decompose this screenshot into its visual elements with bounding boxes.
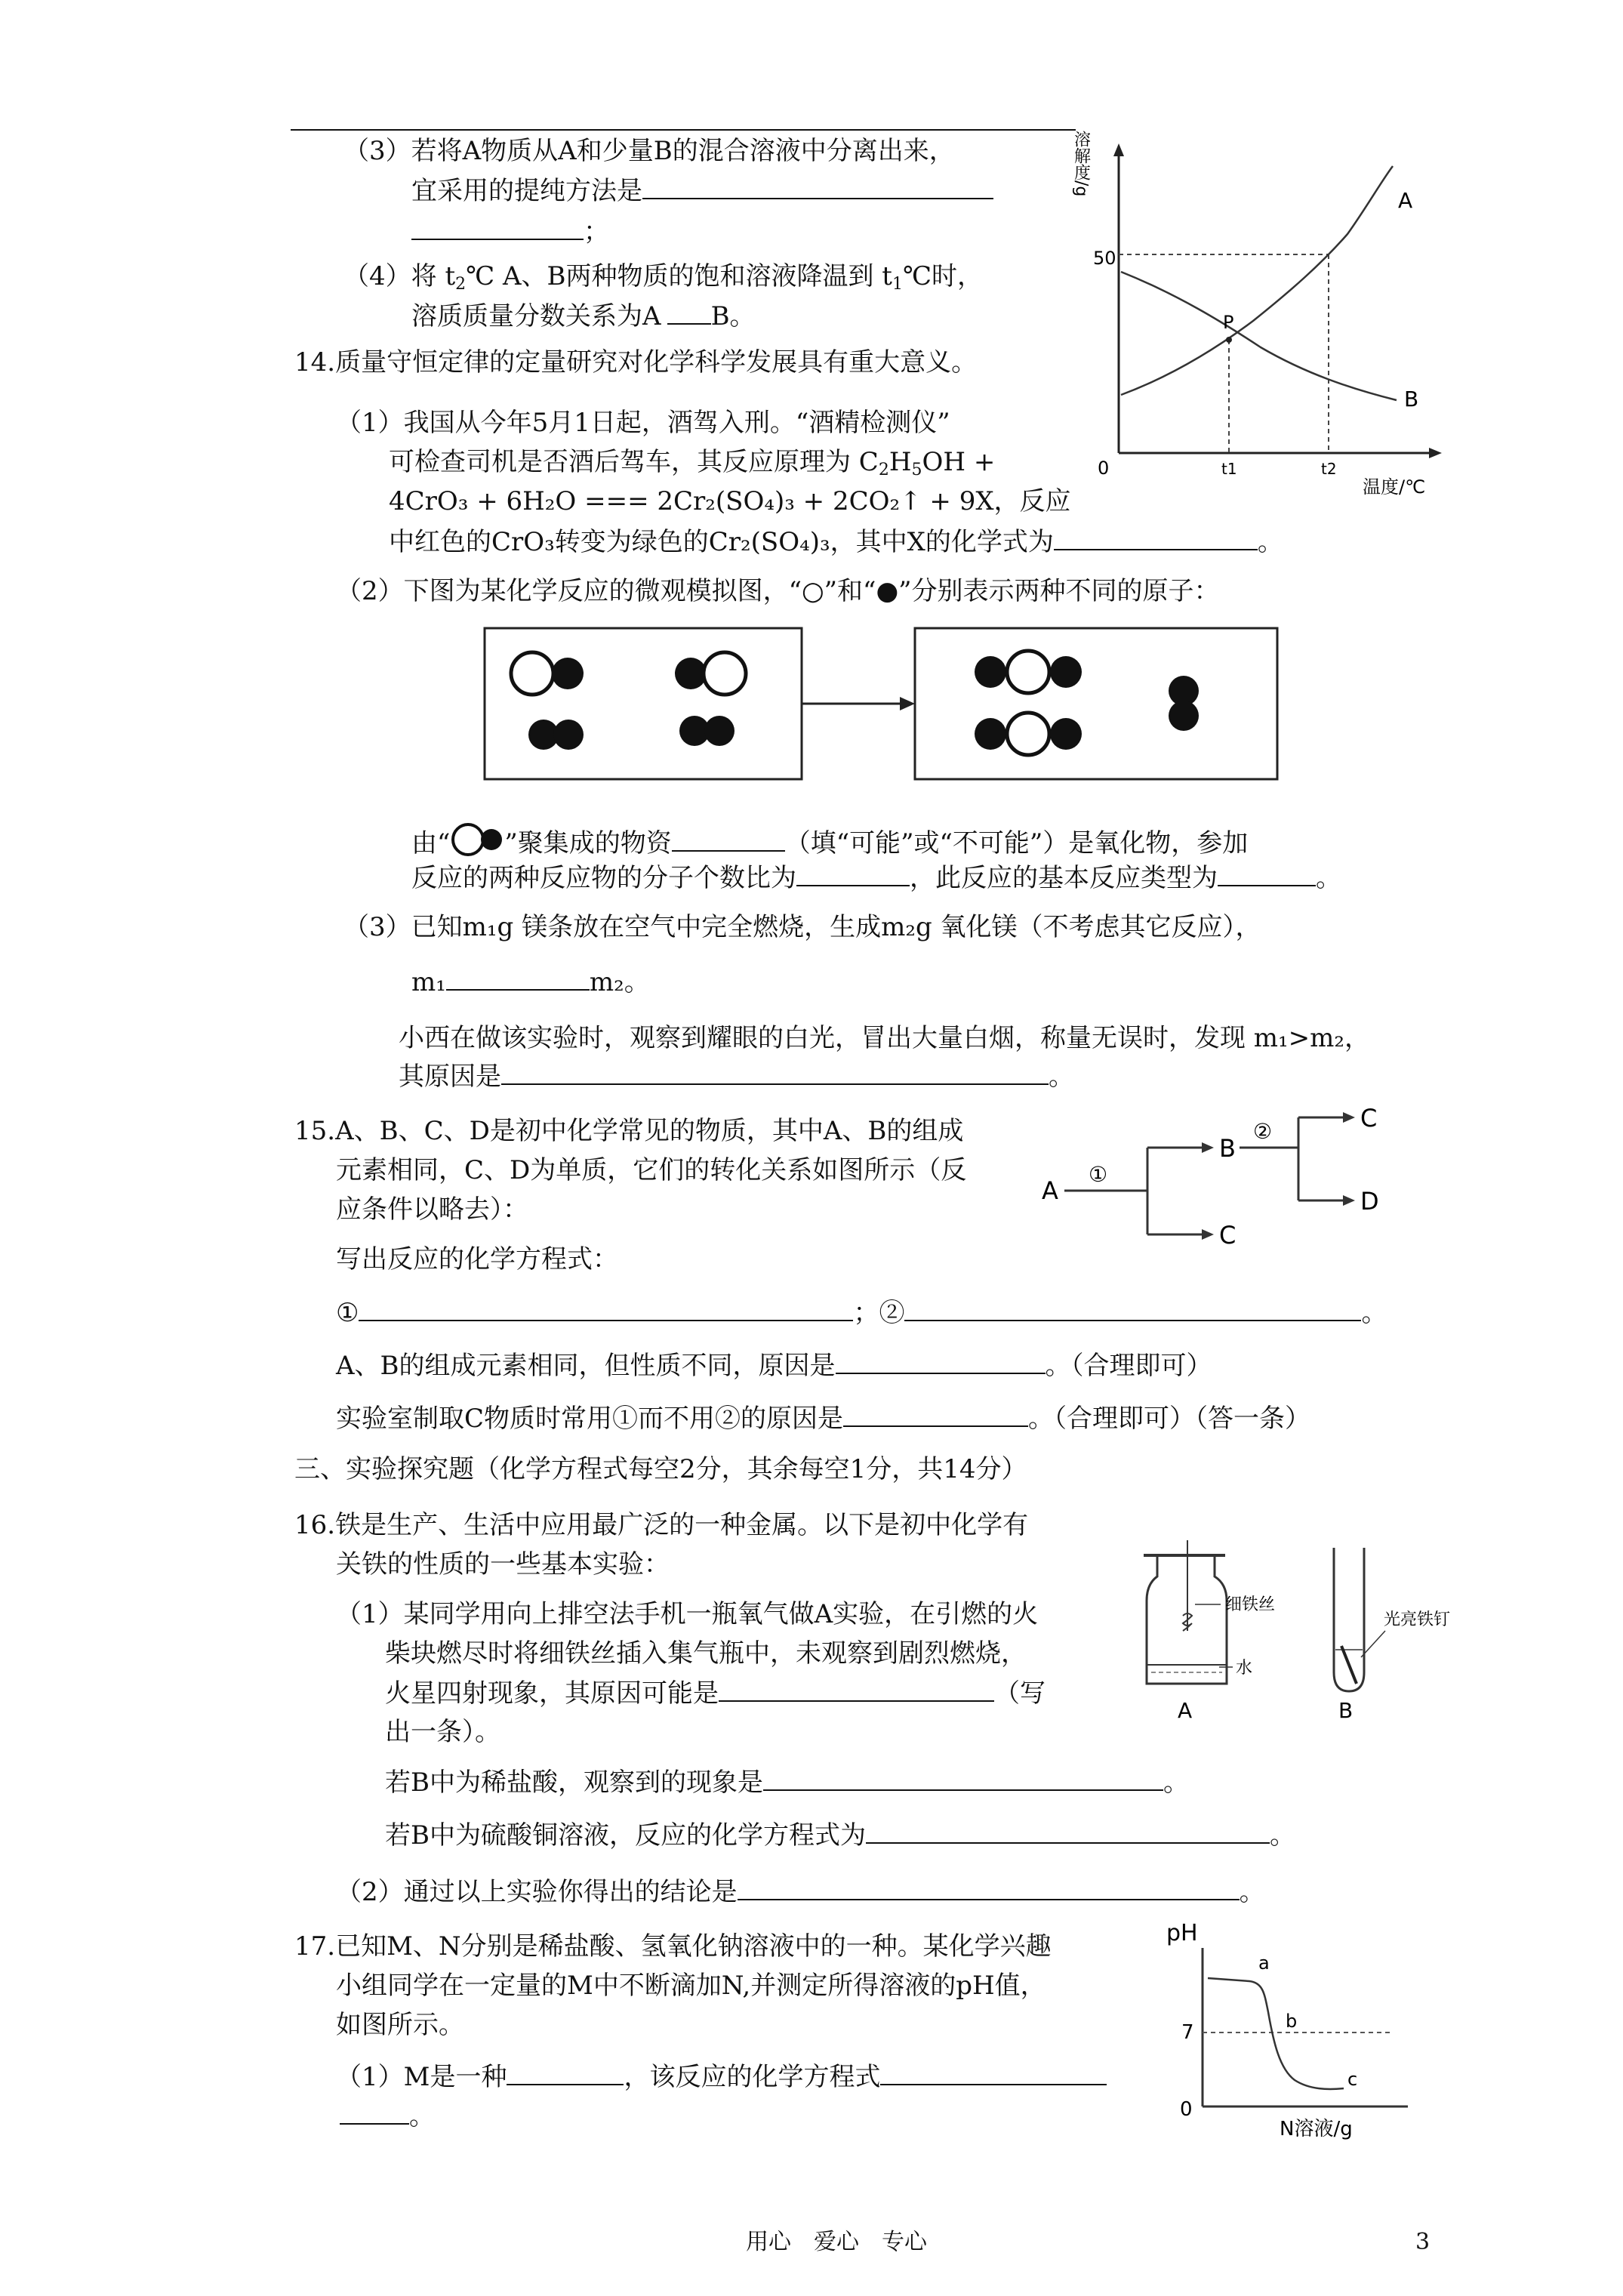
ph-point-a: a xyxy=(1258,1952,1270,1974)
q14-p2-line2 xyxy=(411,821,1248,859)
q15-line5 xyxy=(336,1297,1387,1328)
q16-text: 火星四射现象，其原因可能是 xyxy=(385,1678,719,1709)
q13-part3-line3 xyxy=(411,216,609,247)
q16-text: 。 xyxy=(1269,1820,1295,1851)
answer-blank[interactable] xyxy=(507,2061,624,2085)
q14-p3-line4 xyxy=(399,1061,1074,1092)
q13-part4-text: 溶质质量分数关系为A xyxy=(411,301,661,331)
q15-line3: 应条件以略去）： xyxy=(336,1194,528,1225)
page-number: 3 xyxy=(1415,2229,1431,2255)
y-axis-arrow xyxy=(1113,143,1124,156)
x-axis-arrow xyxy=(1429,448,1442,458)
answer-blank[interactable] xyxy=(843,1403,1028,1427)
q14-text: （填“可能”或“不可能”）是氧化物，参加 xyxy=(784,828,1249,858)
molecule-diatomic xyxy=(528,720,584,750)
q14-text: 。 xyxy=(1316,863,1341,893)
molecule-co-inline-icon xyxy=(450,821,504,859)
q14-title: 14.质量守恒定律的定量研究对化学科学发展具有重大意义。 xyxy=(294,347,978,378)
q14-p3-line1: （3）已知m₁g 镁条放在空气中完全燃烧，生成m₂g 氧化镁（不考虑其它反应）， xyxy=(343,912,1261,942)
q16-text: （写 xyxy=(994,1678,1046,1709)
q14-p1-line3: 4CrO₃ + 6H₂O === 2Cr₂(SO₄)₃ + 2CO₂↑ + 9X，反应 xyxy=(389,486,1071,516)
q13-part4-line2 xyxy=(411,300,756,331)
q17-text: （1）M是一种 xyxy=(336,2062,507,2092)
answer-blank[interactable] xyxy=(501,1061,1049,1085)
figure-a-label: A xyxy=(1178,1698,1193,1723)
q16-line2: 关铁的性质的一些基本实验： xyxy=(336,1549,670,1579)
answer-blank[interactable] xyxy=(642,175,993,199)
q13-part3-line2 xyxy=(411,175,993,206)
tick-t2: t2 xyxy=(1321,460,1337,478)
q15-line1: 15.A、B、C、D是初中化学常见的物质，其中A、B的组成 xyxy=(294,1116,964,1146)
molecule-diatomic xyxy=(679,716,735,746)
x-axis-label: 温度/℃ xyxy=(1363,476,1426,498)
water-label: 水 xyxy=(1236,1659,1253,1678)
test-tube xyxy=(1334,1548,1364,1691)
q13-part3-line1: （3）若将A物质从A和少量B的混合溶液中分离出来， xyxy=(343,136,955,166)
q16-text: 若B中为硫酸铜溶液，反应的化学方程式为 xyxy=(385,1820,866,1851)
q14-text: m₁ xyxy=(411,967,446,997)
figure-b-label: B xyxy=(1338,1698,1354,1723)
answer-blank[interactable] xyxy=(411,216,584,240)
q17-line5 xyxy=(340,2100,435,2131)
q15-line6 xyxy=(336,1350,1212,1381)
q15-text: 。（合理即可） xyxy=(1045,1351,1212,1381)
q14-text: 由“ xyxy=(411,828,451,858)
curve-b-label: B xyxy=(1404,387,1419,411)
point-p-label: P xyxy=(1223,312,1234,333)
q15-text: 。（合理即可）（答一条） xyxy=(1028,1404,1311,1434)
q17-line1: 17.已知M、N分别是稀盐酸、氢氧化钠溶液中的一种。某化学兴趣 xyxy=(294,1931,1052,1962)
iron-apparatus xyxy=(1136,1540,1483,1721)
q14-text: 。 xyxy=(1257,527,1283,557)
answer-blank[interactable] xyxy=(719,1678,994,1702)
iron-nail xyxy=(1341,1646,1357,1684)
q13-part3-prompt: 宜采用的提纯方法是 xyxy=(411,176,642,206)
molecule-co xyxy=(511,652,584,695)
molecule-diatomic xyxy=(1169,676,1199,731)
reaction-1-label: ① xyxy=(1089,1162,1108,1187)
arrow-b xyxy=(1202,1142,1214,1153)
ph-origin: 0 xyxy=(1180,2098,1193,2121)
q13-part3-end: ； xyxy=(584,217,609,247)
q15-text: 。 xyxy=(1361,1298,1387,1328)
answer-blank[interactable] xyxy=(1054,526,1258,550)
q16-p1-line3 xyxy=(385,1678,1046,1709)
answer-blank[interactable] xyxy=(359,1297,853,1321)
q15-line2: 元素相同，C、D为单质，它们的转化关系如图所示（反 xyxy=(336,1155,967,1185)
point-p xyxy=(1226,337,1232,343)
q13-part4-line1 xyxy=(343,261,984,294)
answer-blank[interactable] xyxy=(340,2100,409,2125)
node-b: B xyxy=(1219,1134,1236,1163)
q16-p2 xyxy=(336,1876,1265,1907)
q14-text: OH + xyxy=(922,447,996,477)
q14-text: H xyxy=(888,447,912,477)
q13-part4-text: ℃ A、B两种物质的饱和溶液降温到 t xyxy=(466,261,892,291)
top-rule xyxy=(291,129,1076,131)
q14-text: 反应的两种反应物的分子个数比为 xyxy=(411,863,796,893)
q13-part4-text: ℃时， xyxy=(902,261,984,291)
answer-blank[interactable] xyxy=(880,2061,1107,2085)
subscript: 1 xyxy=(892,275,903,294)
q15-line4: 写出反应的化学方程式： xyxy=(336,1244,618,1274)
node-c-2: C xyxy=(1360,1104,1378,1133)
arrow-d xyxy=(1343,1195,1355,1206)
q16-text: （2）通过以上实验你得出的结论是 xyxy=(336,1877,738,1907)
q16-p1-line6 xyxy=(385,1820,1295,1851)
q15-text: 实验室制取C物质时常用①而不用②的原因是 xyxy=(336,1404,844,1434)
q14-p2-line3 xyxy=(411,862,1341,893)
answer-blank[interactable] xyxy=(866,1820,1270,1844)
wire-label: 细铁丝 xyxy=(1225,1595,1276,1614)
products-box xyxy=(915,628,1277,779)
ph-point-c: c xyxy=(1347,2069,1358,2090)
q14-text: 。 xyxy=(1049,1062,1074,1092)
q15-text: ；② xyxy=(853,1298,905,1328)
q16-text: 若B中为稀盐酸，观察到的现象是 xyxy=(385,1767,763,1798)
q14-p1-line4 xyxy=(389,526,1283,557)
subscript: 5 xyxy=(911,461,922,479)
answer-blank[interactable] xyxy=(446,966,590,991)
q14-text: ，此反应的基本反应类型为 xyxy=(910,863,1218,893)
q14-text: 可检查司机是否酒后驾车，其反应原理为 C xyxy=(389,447,879,477)
q14-p3-line3: 小西在做该实验时，观察到耀眼的白光，冒出大量白烟，称量无误时，发现 m₁>m₂， xyxy=(399,1023,1371,1053)
tick-t1: t1 xyxy=(1221,460,1237,478)
answer-blank[interactable] xyxy=(667,300,711,325)
answer-blank[interactable] xyxy=(836,1350,1046,1374)
q14-text: m₂。 xyxy=(589,967,650,997)
q15-line7 xyxy=(336,1403,1310,1434)
answer-blank[interactable] xyxy=(796,862,910,886)
q16-p1-line1: （1）某同学用向上排空法手机一瓶氧气做A实验，在引燃的火 xyxy=(336,1599,1039,1629)
q14-p1-line1: （1）我国从今年5月1日起，酒驾入刑。“酒精检测仪” xyxy=(336,408,950,438)
ph-tick-7: 7 xyxy=(1181,2021,1194,2044)
node-d: D xyxy=(1360,1187,1379,1216)
q17-line4 xyxy=(336,2061,1107,2092)
tick-50: 50 xyxy=(1093,248,1116,269)
q14-text: ”聚集成的物资 xyxy=(504,828,672,858)
subscript: 2 xyxy=(878,461,889,479)
ph-chart xyxy=(1166,1918,1453,2140)
conversion-diagram xyxy=(1042,1104,1404,1268)
q16-text: 。 xyxy=(1163,1767,1189,1798)
curve-a-label: A xyxy=(1398,188,1413,213)
q14-p1-line2 xyxy=(389,447,995,477)
answer-blank[interactable] xyxy=(763,1767,1163,1791)
q17-line2: 小组同学在一定量的M中不断滴加N,并测定所得溶液的pH值， xyxy=(336,1971,1046,2001)
q15-text: ① xyxy=(336,1298,359,1328)
ph-point-b: b xyxy=(1286,2011,1298,2032)
footer-motto: 用心 爱心 专心 xyxy=(746,2229,927,2255)
section3-heading: 三、实验探究题（化学方程式每空2分，其余每空1分，共14分） xyxy=(294,1454,1027,1484)
q14-text: 中红色的CrO₃转变为绿色的Cr₂(SO₄)₃，其中X的化学式为 xyxy=(389,527,1054,557)
origin-label: 0 xyxy=(1098,458,1110,479)
reaction-diagram xyxy=(483,627,1283,785)
answer-blank[interactable] xyxy=(904,1297,1361,1321)
q16-p1-line5 xyxy=(385,1767,1189,1798)
molecule-triatomic xyxy=(975,713,1082,755)
q14-text: 其原因是 xyxy=(399,1062,501,1092)
q15-text: A、B的组成元素相同，但性质不同，原因是 xyxy=(336,1351,836,1381)
reaction-2-label: ② xyxy=(1253,1119,1273,1144)
q17-text: ，该反应的化学方程式 xyxy=(624,2062,881,2092)
q14-p3-line2 xyxy=(411,966,650,997)
subscript: 2 xyxy=(455,275,467,294)
q17-text: 。 xyxy=(409,2101,435,2131)
arrow-c xyxy=(1202,1229,1214,1240)
curve-b xyxy=(1121,272,1397,400)
ph-y-label: pH xyxy=(1166,1920,1198,1946)
q17-line3: 如图所示。 xyxy=(336,2010,464,2040)
curve-a xyxy=(1121,166,1393,395)
ph-curve xyxy=(1208,1978,1344,2089)
answer-blank[interactable] xyxy=(1218,862,1316,886)
q13-part4-text: B。 xyxy=(710,301,756,331)
q16-text: 。 xyxy=(1239,1877,1265,1907)
ph-x-label: N溶液/g xyxy=(1280,2118,1353,2140)
q16-p1-line4: 出一条）。 xyxy=(385,1717,500,1747)
q14-p2-line1: （2）下图为某化学反应的微观模拟图，“○”和“●”分别表示两种不同的原子： xyxy=(336,576,1220,606)
node-a: A xyxy=(1042,1176,1058,1205)
arrow-head xyxy=(900,697,915,710)
y-axis-label: 溶解度/g xyxy=(1071,131,1091,197)
q13-part4-text: （4）将 t xyxy=(343,261,456,291)
q16-line1: 16.铁是生产、生活中应用最广泛的一种金属。以下是初中化学有 xyxy=(294,1510,1029,1540)
molecule-co xyxy=(675,652,746,695)
arrow-c2 xyxy=(1343,1112,1355,1123)
molecule-triatomic xyxy=(975,651,1082,693)
answer-blank[interactable] xyxy=(738,1876,1240,1900)
answer-blank[interactable] xyxy=(672,827,785,852)
node-c-1: C xyxy=(1219,1221,1236,1250)
nail-label: 光亮铁钉 xyxy=(1384,1610,1451,1629)
q16-p1-line2: 柴块燃尽时将细铁丝插入集气瓶中，未观察到剧烈燃烧， xyxy=(385,1638,1027,1669)
solubility-chart xyxy=(1064,109,1464,502)
